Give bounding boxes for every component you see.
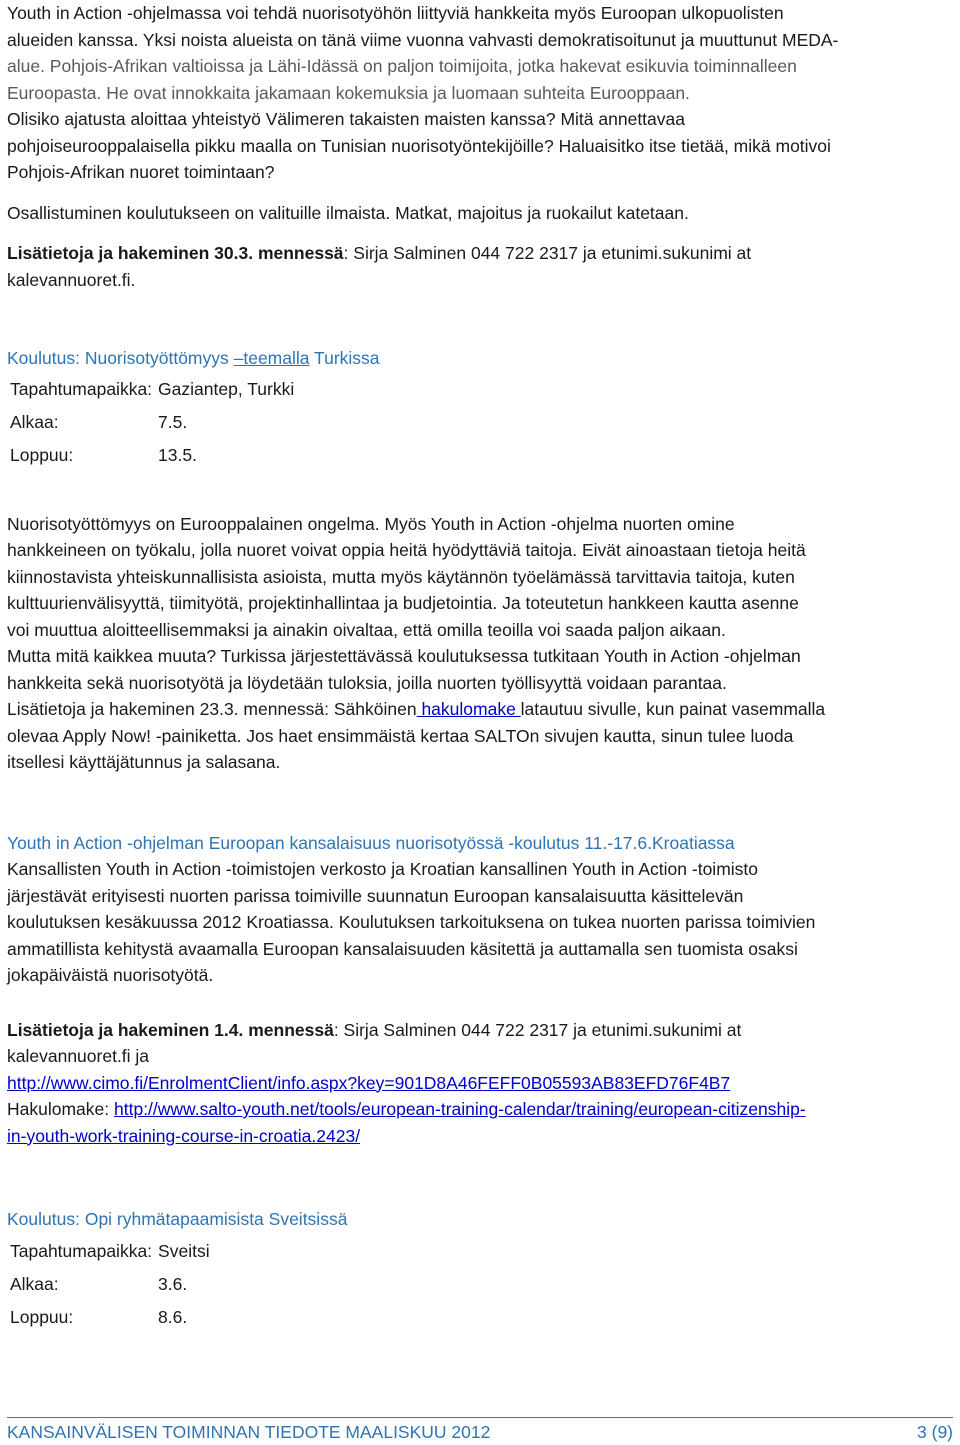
page-footer	[7, 1417, 953, 1445]
croatia-body: Kansallisten Youth in Action -toimistojen verkosto ja Kroatian kansallinen Youth in Action -toimisto järjestävät erityisesti nuorten parissa toimiville suunnatun Euroopan kansalaisuutta käsittelevän koulutuksen kesäkuussa 2012 Kroatiassa. Koulutuksen tarkoituksena on tukea nuorten parissa toimivien ammatillista kehitystä avaamalla Euroopan kansalaisuuden käsitettä ja auttamalla sen tuomista osaksi jokapäiväistä nuorisotyötä.	[7, 859, 816, 985]
intro-contact: Lisätietoja ja hakeminen 30.3. mennessä: Sirja Salminen 044 722 2317 ja etunimi.sukunimi at kalevannuoret.fi.	[7, 243, 752, 290]
croatia-section	[7, 830, 953, 1150]
switzerland-start-row: Alkaa: 3.6.	[10, 1273, 188, 1294]
switzerland-end-row: Loppuu: 8.6.	[10, 1306, 188, 1327]
turkey-body: Nuorisotyöttömyys on Eurooppalainen ongelma. Myös Youth in Action -ohjelma nuorten omine hankkeineen on työkalu, jolla nuoret voivat oppia heitä hyödyttäviä taitoja. Eivät ainoastaan tietoja heitä kiinnostavista yhteiskunnallisista asioista, mutta myös käytännön työelämässä tarvittavia taitoja, kuten kulttuurienvälisyyttä, tiimityötä, projektinhallintaa ja budjetointia. Ja toteutetun hankkeen kautta asenne voi muuttua aloitteellisemmaksi ja ainakin oivaltaa, että omilla teoilla voi saada paljon aikaan. Mutta mitä kaikkea muuta? Turkissa järjestettävässä koulutuksessa tutkitaan Youth in Action -ohjelman hankkeita sekä nuorisotyötä ja löydetään tuloksia, joilla nuorten työllisyyttä voidaan parantaa. Lisätietoja ja hakeminen 23.3. mennessä: Sähköinen hakulomake latautuu sivulle, kun painat vasemmalla olevaa Apply Now! -painiketta. Jos haet ensimmäistä kertaa SALTOn sivujen kautta, sinun tulee luoda itsellesi käyttäjätunnus ja salasana.	[7, 513, 826, 772]
croatia-title: Youth in Action -ohjelman Euroopan kansalaisuus nuorisotyössä -koulutus 11.-17.6.Kroatiassa	[7, 832, 735, 853]
intro-section	[7, 0, 953, 293]
switzerland-title: Koulutus: Opi ryhmätapaamisista Sveitsissä	[7, 1209, 348, 1229]
turkey-start-row: Alkaa: 7.5.	[10, 411, 188, 432]
salto-training-link[interactable]: http://www.salto-youth.net/tools/european-training-calendar/training/european-citizenship- in-youth-work-training-course-in-croatia.2423/	[7, 1099, 806, 1146]
croatia-contact: Lisätietoja ja hakeminen 1.4. mennessä: Sirja Salminen 044 722 2317 ja etunimi.sukunimi at kalevannuoret.fi ja http://www.cimo.fi/EnrolmentClient/info.aspx?key=901D8A46FEFF0B05593AB83EFD76F4B7 Hakulomake: http://www.salto-youth.net/tools/european-training-calendar/training/european-citizenship- in-youth-work-training-course-in-croatia.2423/	[7, 1019, 806, 1146]
intro-paragraph-1: Youth in Action -ohjelmassa voi tehdä nuorisotyöhön liittyviä hankkeita myös Euroopan ulkopuolisten alueiden kanssa. Yksi noista alueista on tänä viime vuonna vahvasti demokratisoitunut ja muuttunut MEDA- alue. Pohjois-Afrikan valtioissa ja Lähi-Idässä on paljon toimijoita, jotka hakevat esikuvia toiminnalleen Euroopasta. He ovat innokkaita jakamaan kokemuksia ja luomaan suhteita Eurooppaan.	[7, 3, 839, 103]
page-number: 3 (9)	[917, 1422, 953, 1442]
switzerland-details	[10, 1235, 210, 1334]
turkey-details	[10, 373, 294, 472]
cimo-enrolment-link[interactable]: http://www.cimo.fi/EnrolmentClient/info.aspx?key=901D8A46FEFF0B05593AB83EFD76F4B7	[7, 1072, 731, 1093]
intro-paragraph-2: Olisiko ajatusta aloittaa yhteistyö Välimeren takaisten maisten kanssa? Mitä annettavaa pohjoiseurooppalaisella pikku maalla on Tunisian nuorisotyöntekijöille? Haluaisitko itse tietää, mikä motivoi Pohjois-Afrikan nuoret toimintaan?	[7, 109, 831, 182]
turkey-place-row: Tapahtumapaikka: Gaziantep, Turkki	[10, 378, 295, 399]
switzerland-place-row: Tapahtumapaikka: Sveitsi	[10, 1240, 210, 1261]
participation-text: Osallistuminen koulutukseen on valituille ilmaista. Matkat, majoitus ja ruokailut katetaan.	[7, 202, 689, 223]
switzerland-section	[7, 1206, 953, 1334]
turkey-title: Koulutus: Nuorisotyöttömyys –teemalla Turkissa	[7, 348, 380, 368]
turkey-end-row: Loppuu: 13.5.	[10, 444, 197, 465]
turkey-section	[7, 345, 953, 776]
hakulomake-link[interactable]: hakulomake	[416, 699, 521, 719]
footer-title: KANSAINVÄLISEN TOIMINNAN TIEDOTE MAALISKUU 2012	[7, 1422, 491, 1442]
document-page	[7, 0, 953, 1334]
